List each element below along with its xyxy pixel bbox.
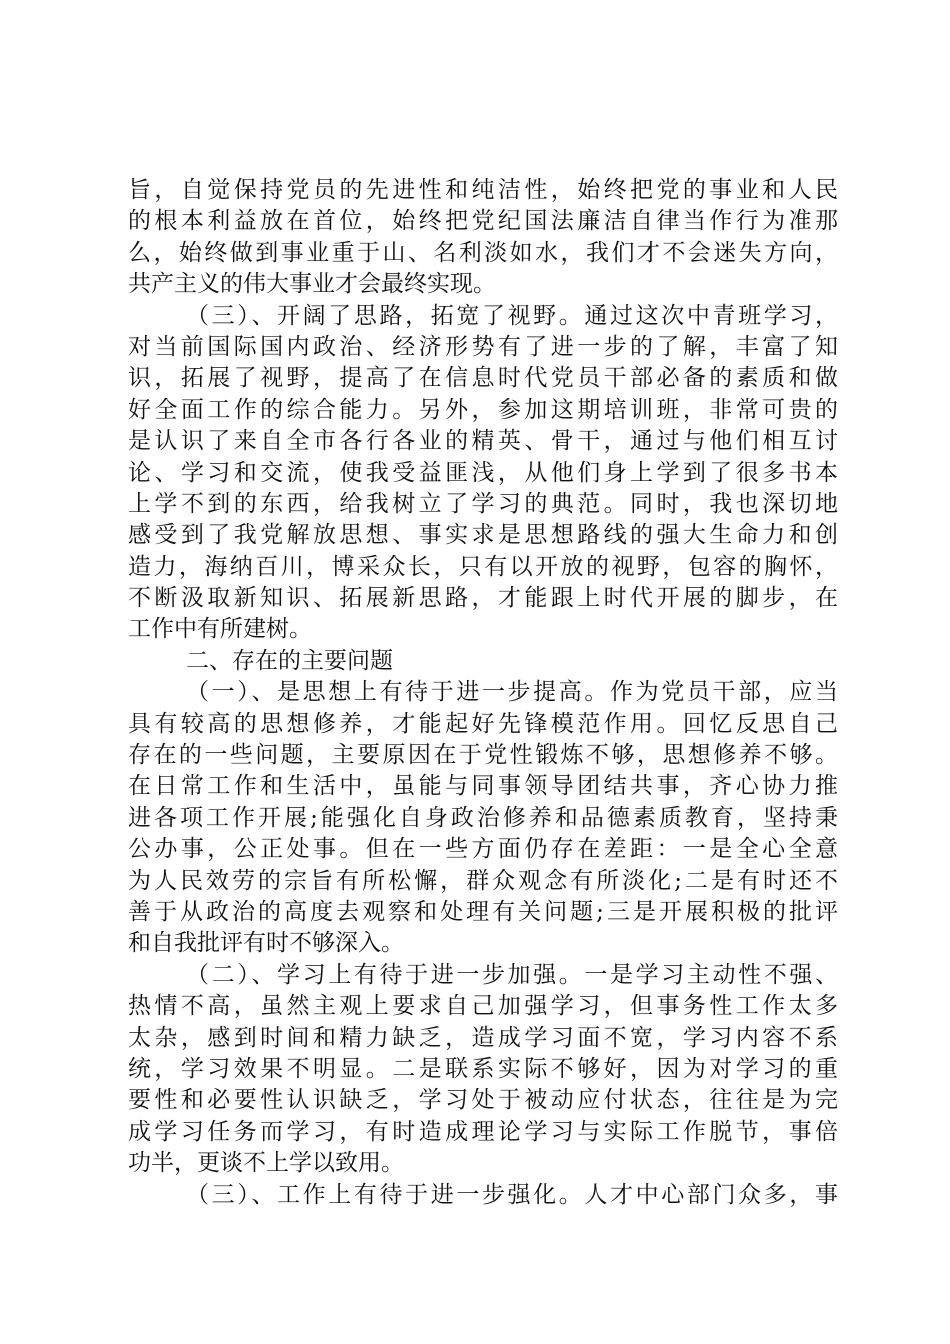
text-line: （三）、工作上有待于进一步强化。人才中心部门众多，事 [186, 1181, 838, 1208]
text-line: 善于从政治的高度去观察和处理有关问题;三是开展积极的批评 [128, 898, 838, 925]
text-line: 和自我批评有时不够深入。 [128, 930, 404, 957]
text-line: 识，拓展了视野，提高了在信息时代党员干部必备的素质和做 [128, 365, 838, 392]
text-line: 统，学习效果不明显。二是联系实际不够好，因为对学习的重 [128, 1055, 838, 1082]
text-line: 工作中有所建树。 [128, 616, 312, 643]
text-line: 论、学习和交流，使我受益匪浅，从他们身上学到了很多书本 [128, 459, 838, 486]
text-line: 进各项工作开展;能强化自身政治修养和品德素质教育，坚持秉 [128, 804, 838, 831]
text-line: 么，始终做到事业重于山、名利淡如水，我们才不会迷失方向， [128, 239, 838, 266]
text-line: 存在的一些问题，主要原因在于党性锻炼不够，思想修养不够。 [128, 742, 838, 769]
text-line: 公办事，公正处事。但在一些方面仍存在差距：一是全心全意 [128, 836, 838, 863]
text-line: （一）、是思想上有待于进一步提高。作为党员干部，应当 [186, 679, 838, 706]
text-line: 二、存在的主要问题 [186, 647, 393, 674]
text-line: 具有较高的思想修养，才能起好先锋模范作用。回忆反思自己 [128, 710, 838, 737]
text-line: 对当前国际国内政治、经济形势有了进一步的了解，丰富了知 [128, 333, 838, 360]
text-line: 热情不高，虽然主观上要求自己加强学习，但事务性工作太多 [128, 993, 838, 1020]
document-page [128, 175, 838, 1211]
text-line: 太杂，感到时间和精力缺乏，造成学习面不宽，学习内容不系 [128, 1024, 838, 1051]
text-line: 是认识了来自全市各行各业的精英、骨干，通过与他们相互讨 [128, 428, 838, 455]
text-line: 功半，更谈不上学以致用。 [128, 1150, 404, 1177]
text-line: 共产主义的伟大事业才会最终实现。 [128, 271, 496, 298]
text-line: 要性和必要性认识缺乏，学习处于被动应付状态，往往是为完 [128, 1087, 838, 1114]
text-line: （二）、学习上有待于进一步加强。一是学习主动性不强、 [186, 961, 838, 988]
text-line: 感受到了我党解放思想、事实求是思想路线的强大生命力和创 [128, 522, 838, 549]
text-line: 不断汲取新知识、拓展新思路，才能跟上时代开展的脚步，在 [128, 585, 838, 612]
text-line: 为人民效劳的宗旨有所松懈，群众观念有所淡化;二是有时还不 [128, 867, 838, 894]
text-line: 旨，自觉保持党员的先进性和纯洁性，始终把党的事业和人民 [128, 177, 838, 203]
text-line: （三）、开阔了思路，拓宽了视野。通过这次中青班学习， [186, 302, 838, 329]
text-line: 的根本利益放在首位，始终把党纪国法廉洁自律当作行为准那 [128, 208, 838, 235]
text-line: 在日常工作和生活中，虽能与同事领导团结共事，齐心协力推 [128, 773, 838, 800]
text-line: 成学习任务而学习，有时造成理论学习与实际工作脱节，事倍 [128, 1118, 838, 1145]
text-line: 好全面工作的综合能力。另外，参加这期培训班，非常可贵的 [128, 396, 838, 423]
text-line: 上学不到的东西，给我树立了学习的典范。同时，我也深切地 [128, 490, 838, 517]
text-line: 造力，海纳百川，博采众长，只有以开放的视野，包容的胸怀， [128, 553, 838, 580]
